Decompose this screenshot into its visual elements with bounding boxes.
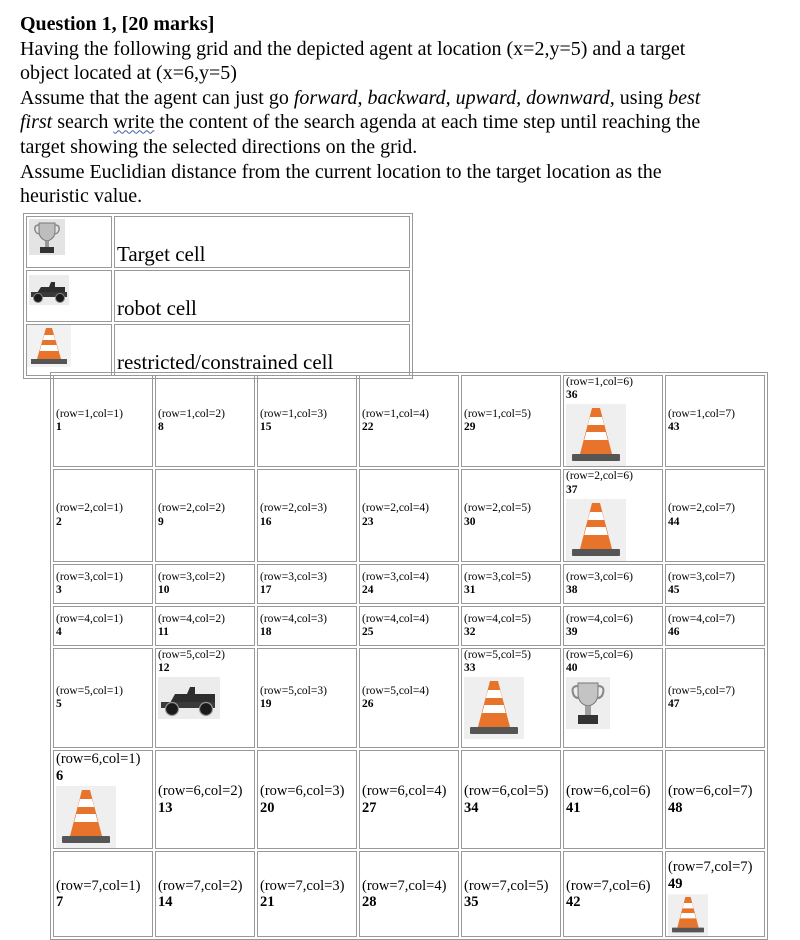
legend-label-robot: robot cell [114, 270, 410, 322]
question-line-3 [20, 86, 790, 111]
grid-row [53, 564, 765, 604]
grid-cell [461, 851, 561, 937]
cell-label: (row=2,col=3) [260, 502, 327, 515]
grid-row [53, 851, 765, 937]
cell-label: (row=4,col=7) [668, 612, 735, 625]
cell-label: (row=1,col=3) [260, 408, 327, 420]
grid-cell [665, 564, 765, 604]
cell-label: (row=2,col=4) [362, 502, 429, 515]
grid-cell [563, 606, 663, 646]
cell-label: (row=5,col=1) [56, 684, 123, 697]
cell-number: 23 [362, 515, 374, 528]
cell-number: 19 [260, 697, 272, 710]
legend-icon-cell [26, 324, 112, 376]
legend-icon-cell [26, 270, 112, 322]
cell-number: 44 [668, 515, 680, 528]
question-line-2: object located at (x=6,y=5) [20, 62, 237, 85]
cone-icon [566, 404, 626, 466]
grid-cell [359, 375, 459, 467]
grid-cell [53, 606, 153, 646]
cell-number: 45 [668, 583, 680, 596]
legend-row-restricted [26, 324, 410, 376]
grid-row [53, 469, 765, 561]
cell-number: 11 [158, 625, 169, 638]
cell-number: 26 [362, 697, 374, 710]
cell-label: (row=1,col=6) [566, 376, 633, 388]
cell-icon [56, 786, 152, 848]
grid-cell [155, 375, 255, 467]
cell-number: 39 [566, 625, 578, 638]
question-line-4 [20, 110, 790, 135]
question-write: write [113, 111, 155, 134]
cell-number: 5 [56, 697, 62, 710]
cone-icon [56, 786, 116, 848]
grid-cell [665, 469, 765, 561]
grid-cell [461, 469, 561, 561]
grid-cell [257, 469, 357, 561]
cell-label: (row=2,col=1) [56, 502, 123, 515]
grid-row [53, 648, 765, 748]
grid-cell [359, 469, 459, 561]
cell-number: 46 [668, 625, 680, 638]
cell-label: (row=5,col=7) [668, 684, 735, 697]
cell-icon [566, 404, 662, 466]
cell-number: 21 [260, 894, 275, 911]
cell-icon [464, 677, 560, 739]
car-icon [27, 271, 71, 311]
grid-cell [563, 851, 663, 937]
cell-label: (row=6,col=3) [260, 782, 345, 799]
cell-number: 4 [56, 625, 62, 638]
cell-label: (row=3,col=7) [668, 570, 735, 583]
cell-number: 40 [566, 662, 578, 675]
legend-label-target: Target cell [114, 216, 410, 268]
cone-icon [464, 677, 524, 739]
cell-icon [566, 677, 662, 729]
question-line-4b: search [52, 111, 114, 134]
car-icon [158, 677, 220, 719]
cell-label: (row=6,col=1) [56, 750, 141, 767]
cell-label: (row=3,col=6) [566, 570, 633, 583]
cone-icon [566, 499, 626, 561]
cell-label: (row=6,col=6) [566, 782, 651, 799]
question-line-3a: Assume that the agent can just go [20, 86, 294, 109]
question-text [20, 12, 790, 209]
question-first: first [20, 111, 53, 134]
cell-number: 28 [362, 894, 377, 911]
cell-label: (row=6,col=4) [362, 782, 447, 799]
grid-cell [665, 851, 765, 937]
cell-number: 20 [260, 799, 275, 816]
grid-cell [665, 375, 765, 467]
grid-cell [257, 851, 357, 937]
cell-label: (row=1,col=7) [668, 408, 735, 420]
cell-number: 27 [362, 799, 377, 816]
cell-label: (row=5,col=4) [362, 684, 429, 697]
cell-number: 1 [56, 421, 62, 434]
cell-label: (row=2,col=2) [158, 502, 225, 515]
grid-cell [359, 648, 459, 748]
trophy-icon [27, 217, 67, 257]
grid-cell [257, 606, 357, 646]
cell-number: 29 [464, 421, 476, 434]
cell-label: (row=6,col=7) [668, 782, 753, 799]
cell-label: (row=2,col=5) [464, 502, 531, 515]
grid-cell [665, 648, 765, 748]
legend-row-target [26, 216, 410, 268]
cell-label: (row=7,col=1) [56, 877, 141, 894]
grid-row [53, 606, 765, 646]
cell-label: (row=4,col=3) [260, 612, 327, 625]
cell-label: (row=7,col=6) [566, 877, 651, 894]
grid-cell [53, 750, 153, 849]
grid-row [53, 750, 765, 849]
cell-number: 8 [158, 421, 164, 434]
question-directions: forward, backward, upward, downward, [293, 86, 615, 109]
cell-label: (row=4,col=5) [464, 612, 531, 625]
cell-number: 2 [56, 515, 62, 528]
cell-label: (row=7,col=4) [362, 877, 447, 894]
cell-icon [158, 677, 254, 719]
cell-number: 13 [158, 799, 173, 816]
grid-cell [53, 648, 153, 748]
grid-cell [155, 469, 255, 561]
grid-cell [563, 750, 663, 849]
grid-cell [461, 375, 561, 467]
grid-cell [359, 851, 459, 937]
grid-cell [665, 750, 765, 849]
trophy-icon [566, 677, 610, 729]
cell-number: 41 [566, 799, 581, 816]
cell-number: 33 [464, 662, 476, 675]
cell-label: (row=3,col=1) [56, 570, 123, 583]
cell-number: 30 [464, 515, 476, 528]
grid-cell [359, 606, 459, 646]
cell-number: 43 [668, 421, 680, 434]
cell-label: (row=5,col=2) [158, 648, 225, 661]
cell-label: (row=4,col=4) [362, 612, 429, 625]
cell-number: 6 [56, 767, 64, 784]
legend-row-robot [26, 270, 410, 322]
grid-cell [359, 564, 459, 604]
grid-table [50, 372, 768, 940]
cell-label: (row=3,col=3) [260, 570, 327, 583]
question-line-1: Having the following grid and the depicted agent at location (x=2,y=5) and a target [20, 37, 686, 60]
grid-cell [461, 750, 561, 849]
grid-cell [461, 606, 561, 646]
cell-label: (row=4,col=1) [56, 612, 123, 625]
cell-number: 49 [668, 875, 683, 892]
grid-cell [461, 648, 561, 748]
grid-cell [155, 564, 255, 604]
cell-label: (row=7,col=5) [464, 877, 549, 894]
cell-number: 3 [56, 583, 62, 596]
cell-number: 7 [56, 894, 64, 911]
cell-number: 9 [158, 515, 164, 528]
cell-number: 32 [464, 625, 476, 638]
cell-number: 48 [668, 799, 683, 816]
cell-label: (row=1,col=2) [158, 408, 225, 420]
grid-row [53, 375, 765, 467]
grid-cell [155, 648, 255, 748]
cell-number: 15 [260, 421, 272, 434]
cell-icon [668, 894, 764, 936]
grid-cell [563, 648, 663, 748]
cone-icon [27, 325, 71, 367]
cell-number: 36 [566, 389, 578, 402]
grid-cell [563, 564, 663, 604]
legend-icon-cell [26, 216, 112, 268]
cell-label: (row=7,col=2) [158, 877, 243, 894]
cone-icon [668, 894, 708, 936]
cell-label: (row=3,col=4) [362, 570, 429, 583]
cell-number: 22 [362, 421, 374, 434]
question-line-4d: the content of the search agenda at each time step until reaching the [154, 111, 701, 134]
cell-number: 35 [464, 894, 479, 911]
cell-label: (row=1,col=4) [362, 408, 429, 420]
grid-cell [53, 851, 153, 937]
cell-number: 17 [260, 583, 272, 596]
grid-cell [257, 750, 357, 849]
cell-number: 38 [566, 583, 578, 596]
cell-label: (row=1,col=5) [464, 408, 531, 420]
cell-label: (row=5,col=5) [464, 648, 531, 661]
grid-cell [53, 375, 153, 467]
question-title: Question 1, [20 marks] [20, 13, 215, 35]
cell-number: 14 [158, 894, 173, 911]
cell-icon [566, 499, 662, 561]
grid-cell [563, 469, 663, 561]
grid-cell [563, 375, 663, 467]
cell-label: (row=4,col=6) [566, 612, 633, 625]
legend-label-restricted: restricted/constrained cell [114, 324, 410, 376]
question-line-5: target showing the selected directions on the grid. [20, 135, 418, 158]
cell-label: (row=5,col=6) [566, 648, 633, 661]
grid-cell [359, 750, 459, 849]
grid-cell [257, 648, 357, 748]
grid-cell [155, 750, 255, 849]
grid-cell [155, 606, 255, 646]
cell-number: 12 [158, 662, 170, 675]
grid-cell [155, 851, 255, 937]
cell-label: (row=3,col=2) [158, 570, 225, 583]
question-line-3c: using [614, 86, 669, 109]
cell-label: (row=2,col=7) [668, 502, 735, 515]
cell-label: (row=7,col=7) [668, 858, 753, 875]
cell-number: 25 [362, 625, 374, 638]
cell-label: (row=5,col=3) [260, 684, 327, 697]
cell-label: (row=7,col=3) [260, 877, 345, 894]
cell-label: (row=3,col=5) [464, 570, 531, 583]
grid-cell [53, 469, 153, 561]
cell-number: 42 [566, 894, 581, 911]
grid-cell [257, 564, 357, 604]
grid-cell [665, 606, 765, 646]
legend-table [23, 213, 413, 379]
cell-number: 37 [566, 483, 578, 496]
cell-number: 34 [464, 799, 479, 816]
cell-label: (row=6,col=2) [158, 782, 243, 799]
question-line-6: Assume Euclidian distance from the current location to the target location as the [20, 160, 662, 183]
cell-label: (row=4,col=2) [158, 612, 225, 625]
cell-label: (row=6,col=5) [464, 782, 549, 799]
cell-number: 16 [260, 515, 272, 528]
cell-label: (row=1,col=1) [56, 408, 123, 420]
cell-number: 24 [362, 583, 374, 596]
cell-number: 31 [464, 583, 476, 596]
grid-cell [53, 564, 153, 604]
cell-number: 10 [158, 583, 170, 596]
cell-label: (row=2,col=6) [566, 470, 633, 483]
grid-cell [257, 375, 357, 467]
cell-number: 18 [260, 625, 272, 638]
question-best: best [668, 86, 701, 109]
grid-cell [461, 564, 561, 604]
cell-number: 47 [668, 697, 680, 710]
question-line-7: heuristic value. [20, 185, 143, 208]
